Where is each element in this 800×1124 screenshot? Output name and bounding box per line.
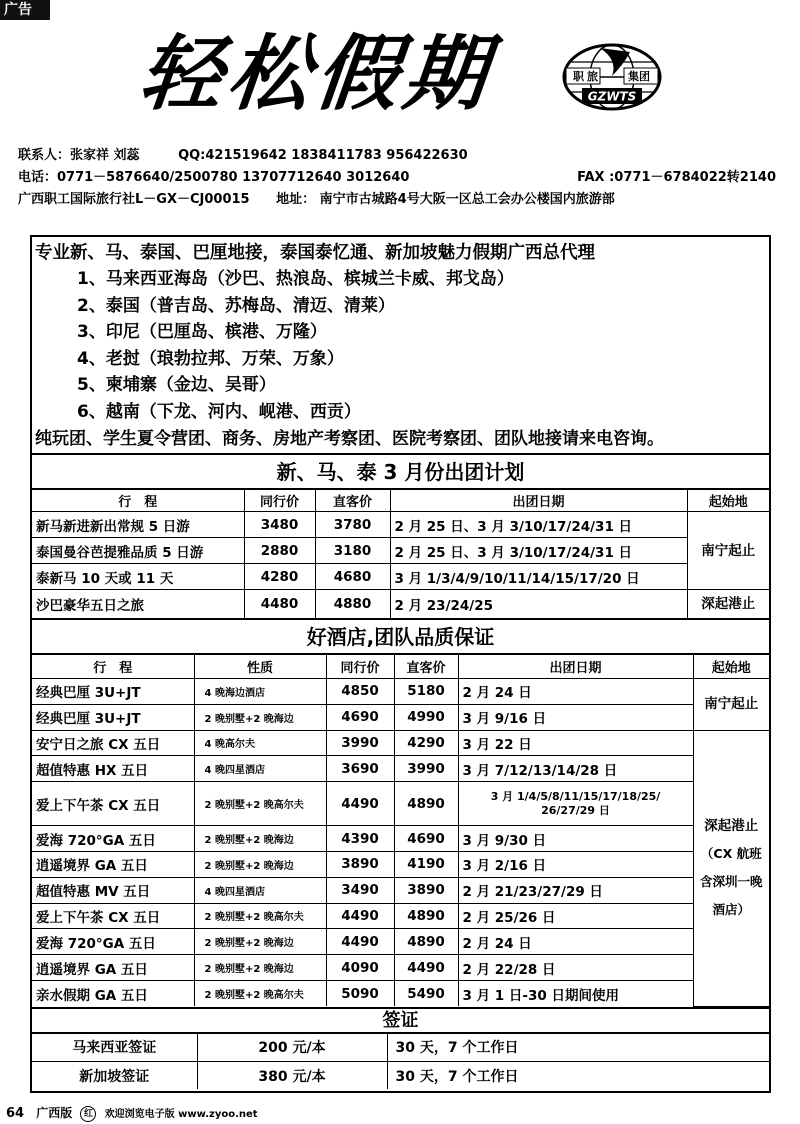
plan-header-row: [32, 490, 769, 512]
destination-item: 1、马来西亚海岛（沙巴、热浪岛、槟城兰卡威、邦戈岛）: [77, 269, 514, 289]
direct-price-cell: 3990: [394, 756, 458, 782]
route-cell: 泰国曼谷芭提雅品质 5 日游: [32, 538, 244, 564]
direct-price-cell: 3180: [315, 538, 390, 564]
col-type: 性质: [194, 655, 326, 679]
table-row: [32, 929, 769, 955]
contact-row-address: [18, 189, 782, 211]
ad-tag: 广告: [0, 0, 50, 20]
peer-price-cell: 4490: [326, 903, 394, 929]
hotel-table: [32, 654, 769, 1007]
direct-price-cell: 4490: [394, 955, 458, 981]
visa-price-cell: 380 元/本: [197, 1061, 387, 1089]
table-row: [32, 590, 769, 619]
visa-price-cell: 200 元/本: [197, 1033, 387, 1061]
svg-text:GZWTS: GZWTS: [587, 89, 637, 104]
type-cell: 4 晚四星酒店: [194, 756, 326, 782]
dates-cell: 2 月 22/28 日: [458, 955, 693, 981]
dates-cell: 2 月 25/26 日: [458, 903, 693, 929]
svg-text:职: 职: [573, 70, 584, 83]
dates-cell: 2 月 25 日、3 月 3/10/17/24/31 日: [390, 538, 687, 564]
dates-cell: 2 月 23/24/25: [390, 590, 687, 619]
type-cell: 2 晚别墅+2 晚海边: [194, 929, 326, 955]
origin-cell: [693, 730, 769, 1006]
table-row: [32, 980, 769, 1006]
route-cell: 超值特惠 HX 五日: [32, 756, 194, 782]
brand-title: 轻松假期: [135, 26, 498, 122]
route-cell: 逍遥境界 GA 五日: [32, 851, 194, 877]
dates-cell: 3 月 22 日: [458, 730, 693, 756]
table-row: [32, 782, 769, 826]
visa-time-cell: 30 天，7 个工作日: [387, 1033, 769, 1061]
direct-price-cell: 4890: [394, 903, 458, 929]
intro-lead: 专业新、马、泰国、巴厘地接，泰国泰忆通、新加坡魅力假期广西总代理: [35, 243, 595, 263]
contact-row-phone: [18, 167, 782, 189]
route-cell: 经典巴厘 3U+JT: [32, 679, 194, 705]
svg-text:集团: 集团: [628, 70, 650, 83]
destination-item: 6、越南（下龙、河内、岘港、西贡）: [77, 401, 361, 422]
plan-table: [32, 489, 769, 618]
hotel-heading: 好酒店,团队品质保证: [32, 618, 769, 654]
table-row: [32, 1033, 769, 1061]
col-peer-price: 同行价: [244, 490, 315, 512]
direct-price-cell: 4880: [315, 590, 390, 619]
origin-note: （CX 航班含深圳一晚酒店）: [699, 846, 763, 918]
peer-price-cell: 5090: [326, 980, 394, 1006]
dates-cell: 2 月 24 日: [458, 679, 693, 705]
direct-price-cell: 5180: [394, 679, 458, 705]
col-dates: 出团日期: [458, 655, 693, 679]
table-row: [32, 826, 769, 852]
col-direct-price: 直客价: [315, 490, 390, 512]
visa-time-cell: 30 天，7 个工作日: [387, 1061, 769, 1089]
type-cell: 2 晚别墅+2 晚高尔夫: [194, 903, 326, 929]
dates-cell: 3 月 7/12/13/14/28 日: [458, 756, 693, 782]
peer-price-cell: 4480: [244, 590, 315, 619]
dates-cell: 3 月 9/16 日: [458, 704, 693, 730]
dates-cell: 3 月 1/4/5/8/11/15/17/18/25/ 26/27/29 日: [458, 782, 693, 826]
dates-cell: 3 月 9/30 日: [458, 826, 693, 852]
dates-cell: 2 月 21/23/27/29 日: [458, 877, 693, 903]
type-cell: 4 晚高尔夫: [194, 730, 326, 756]
direct-price-cell: 4190: [394, 851, 458, 877]
globe-logo-icon: [560, 42, 664, 112]
peer-price-cell: 2880: [244, 538, 315, 564]
col-dates: 出团日期: [390, 490, 687, 512]
visa-name-cell: 新加坡签证: [32, 1061, 197, 1089]
peer-price-cell: 4850: [326, 679, 394, 705]
route-cell: 逍遥境界 GA 五日: [32, 955, 194, 981]
peer-price-cell: 4090: [326, 955, 394, 981]
direct-price-cell: 3780: [315, 512, 390, 538]
dates-cell: 3 月 1 日-30 日期间使用: [458, 980, 693, 1006]
peer-price-cell: 4690: [326, 704, 394, 730]
peer-price-cell: 4490: [326, 929, 394, 955]
type-cell: 2 晚别墅+2 晚海边: [194, 851, 326, 877]
peer-price-cell: 3990: [326, 730, 394, 756]
type-cell: 4 晚海边酒店: [194, 679, 326, 705]
intro-tail: 纯玩团、学生夏令营团、商务、房地产考察团、医院考察团、团队地接请来电咨询。: [35, 429, 664, 449]
table-row: [32, 756, 769, 782]
main-panel: [30, 235, 771, 1093]
destination-item: 2、泰国（普吉岛、苏梅岛、清迈、清莱）: [77, 295, 395, 316]
route-cell: 沙巴豪华五日之旅: [32, 590, 244, 619]
col-route: 行 程: [32, 655, 194, 679]
brand-badge-icon: 红: [80, 1106, 96, 1122]
destination-item: 4、老挝（琅勃拉邦、万荣、万象）: [77, 348, 344, 369]
page-number: 64: [6, 1106, 25, 1121]
visa-name-cell: 马来西亚签证: [32, 1033, 197, 1061]
table-row: [32, 877, 769, 903]
col-origin: 起始地: [693, 655, 769, 679]
route-cell: 亲水假期 GA 五日: [32, 980, 194, 1006]
agency-license: 广西职工国际旅行社L－GX－CJ00015: [18, 192, 250, 207]
table-row: [32, 730, 769, 756]
route-cell: 超值特惠 MV 五日: [32, 877, 194, 903]
peer-price-cell: 3480: [244, 512, 315, 538]
col-direct-price: 直客价: [394, 655, 458, 679]
type-cell: 2 晚别墅+2 晚高尔夫: [194, 980, 326, 1006]
svg-text:旅: 旅: [587, 70, 598, 83]
direct-price-cell: 4890: [394, 929, 458, 955]
contact-phone: 电话：0771－5876640/2500780 13707712640 3012640: [18, 170, 410, 185]
dates-cell: 3 月 1/3/4/9/10/11/14/15/17/20 日: [390, 564, 687, 590]
table-row: [32, 538, 769, 564]
intro-block: [32, 237, 769, 453]
peer-price-cell: 4490: [326, 782, 394, 826]
route-cell: 爱上下午茶 CX 五日: [32, 903, 194, 929]
destination-item: 5、柬埔寨（金边、吴哥）: [77, 375, 276, 395]
destination-item: 3、印尼（巴厘岛、槟港、万隆）: [77, 322, 327, 342]
contact-qq: QQ:421519642 1838411783 956422630: [178, 148, 468, 163]
table-row: [32, 851, 769, 877]
peer-price-cell: 4390: [326, 826, 394, 852]
contact-person: 联系人：张家祥 刘蕊: [18, 148, 140, 163]
col-origin: 起始地: [687, 490, 769, 512]
footer-link-text[interactable]: 欢迎浏览电子版 www.zyoo.net: [104, 1109, 258, 1120]
table-row: [32, 903, 769, 929]
peer-price-cell: 3690: [326, 756, 394, 782]
contact-address: 地址： 南宁市古城路4号大阪一区总工会办公楼国内旅游部: [276, 192, 615, 207]
peer-price-cell: 4280: [244, 564, 315, 590]
contact-fax: FAX :0771－6784022转2140: [577, 170, 776, 185]
table-row: [32, 1061, 769, 1089]
dates-cell: 2 月 25 日、3 月 3/10/17/24/31 日: [390, 512, 687, 538]
direct-price-cell: 4990: [394, 704, 458, 730]
route-cell: 爱海 720°GA 五日: [32, 826, 194, 852]
table-row: [32, 564, 769, 590]
dates-cell: 2 月 24 日: [458, 929, 693, 955]
direct-price-cell: 3890: [394, 877, 458, 903]
edition-label: 广西版: [36, 1106, 73, 1120]
visa-table: [32, 1033, 769, 1090]
origin-cell: 南宁起止: [693, 679, 769, 731]
route-cell: 经典巴厘 3U+JT: [32, 704, 194, 730]
contact-row-person: [18, 145, 782, 167]
origin-shenzhen: 深起港止: [704, 818, 759, 835]
route-cell: 安宁日之旅 CX 五日: [32, 730, 194, 756]
visa-heading: 签证: [32, 1007, 769, 1033]
type-cell: 2 晚别墅+2 晚海边: [194, 955, 326, 981]
type-cell: 2 晚别墅+2 晚海边: [194, 826, 326, 852]
page-footer: [6, 1103, 258, 1123]
route-cell: 爱海 720°GA 五日: [32, 929, 194, 955]
route-cell: 爱上下午茶 CX 五日: [32, 782, 194, 826]
direct-price-cell: 4690: [394, 826, 458, 852]
origin-cell: 深起港止: [687, 590, 769, 619]
col-peer-price: 同行价: [326, 655, 394, 679]
table-row: [32, 704, 769, 730]
direct-price-cell: 4680: [315, 564, 390, 590]
plan-heading: 新、马、泰 3 月份出团计划: [32, 453, 769, 489]
dates-cell: 3 月 2/16 日: [458, 851, 693, 877]
direct-price-cell: 4290: [394, 730, 458, 756]
type-cell: 2 晚别墅+2 晚海边: [194, 704, 326, 730]
col-route: 行 程: [32, 490, 244, 512]
route-cell: 泰新马 10 天或 11 天: [32, 564, 244, 590]
route-cell: 新马新进新出常规 5 日游: [32, 512, 244, 538]
contact-block: [18, 145, 782, 217]
table-row: [32, 679, 769, 705]
type-cell: 2 晚别墅+2 晚高尔夫: [194, 782, 326, 826]
type-cell: 4 晚四星酒店: [194, 877, 326, 903]
direct-price-cell: 4890: [394, 782, 458, 826]
hotel-header-row: [32, 655, 769, 679]
peer-price-cell: 3490: [326, 877, 394, 903]
peer-price-cell: 3890: [326, 851, 394, 877]
origin-cell: 南宁起止: [687, 512, 769, 590]
table-row: [32, 512, 769, 538]
table-row: [32, 955, 769, 981]
direct-price-cell: 5490: [394, 980, 458, 1006]
